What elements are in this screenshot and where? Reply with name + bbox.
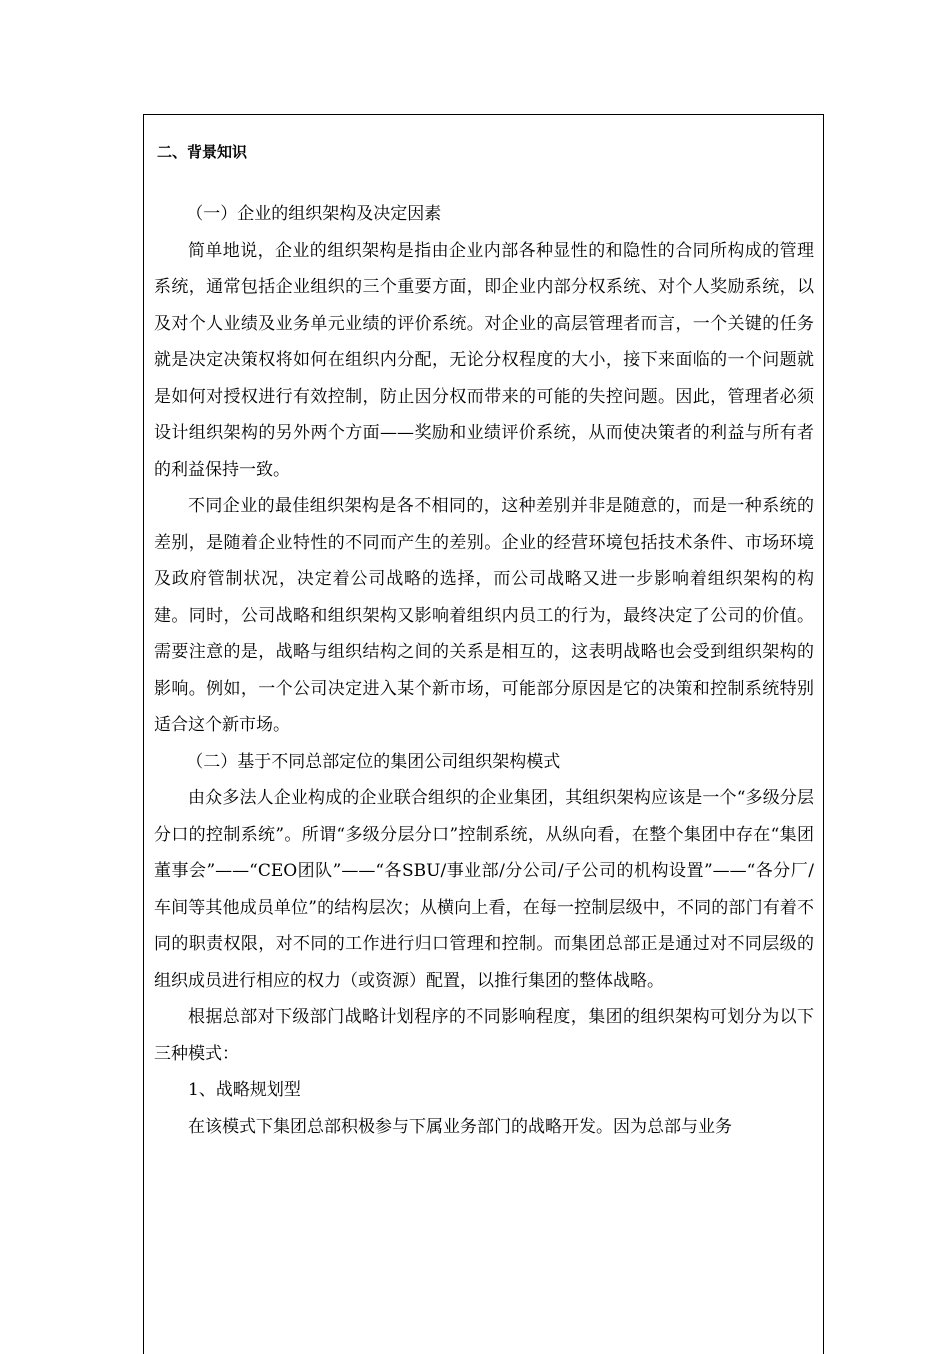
paragraph: 不同企业的最佳组织架构是各不相同的，这种差别并非是随意的，而是一种系统的差别，是随着企业特性的不同而产生的差别。企业的经营环境包括技术条件、市场环境及政府管制状况，决定着公司战略的选择，而公司战略又进一步影响着组织架构的构建。同时，公司战略和组织架构又影响着组织内员工的行为，最终决定了公司的价值。需要注意的是，战略与组织结构之间的关系是相互的，这表明战略也会受到组织架构的影响。例如，一个公司决定进入某个新市场，可能部分原因是它的决策和控制系统特别适合这个新市场。: [154, 496, 814, 735]
section-heading: 二、背景知识: [157, 143, 248, 161]
paragraph: 在该模式下集团总部积极参与下属业务部门的战略开发。因为总部与业务: [188, 1116, 732, 1137]
paragraph: 简单地说，企业的组织架构是指由企业内部各种显性的和隐性的合同所构成的管理系统，通常包括企业组织的三个重要方面，即企业内部分权系统、对个人奖励系统，以及对个人业绩及业务单元业绩的评价系统。对企业的高层管理者而言，一个关键的任务就是决定决策权将如何在组织内分配，无论分权程度的大小，接下来面临的一个问题就是如何对授权进行有效控制，防止因分权而带来的可能的失控问题。因此，管理者必须设计组织架构的另外两个方面——奖励和业绩评价系统，从而使决策者的利益与所有者的利益保持一致。: [154, 240, 814, 480]
subsection-heading: （二）基于不同总部定位的集团公司组织架构模式: [186, 751, 561, 772]
subsection-heading: （一）企业的组织架构及决定因素: [186, 204, 442, 224]
paragraph: 由众多法人企业构成的企业联合组织的企业集团，其组织架构应该是一个“多级分层分口的控制系统”。所谓“多级分层分口”控制系统，从纵向看，在整个集团中存在“集团董事会”——“CEO团队”——“各SBU/事业部/分公司/子公司的机构设置”——“各分厂/车间等其他成员单位”的结构层次；从横向上看，在每一控制层级中，不同的部门有着不同的职责权限，对不同的工作进行归口管理和控制。而集团总部正是通过对不同层级的组织成员进行相应的权力（或资源）配置，以推行集团的整体战略。: [154, 788, 814, 991]
list-heading: 1、战略规划型: [188, 1080, 301, 1100]
paragraph: 根据总部对下级部门战略计划程序的不同影响程度，集团的组织架构可划分为以下三种模式：: [154, 1007, 814, 1064]
document-table-cell: [143, 114, 824, 1354]
document-body: [154, 196, 814, 1145]
